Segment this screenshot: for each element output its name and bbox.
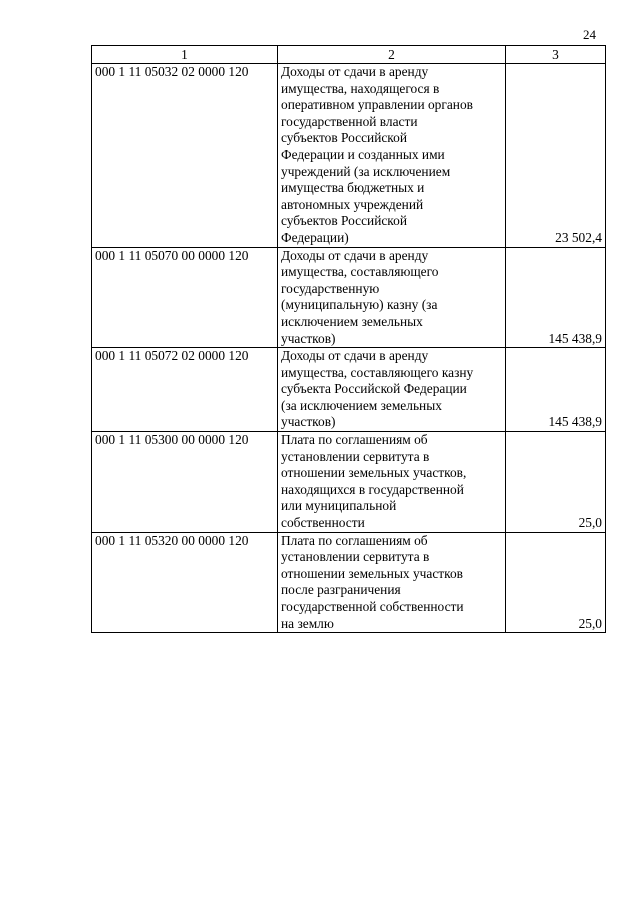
revenue-name-line: (за исключением земельных xyxy=(281,397,442,413)
revenue-name-line: Федерации и созданных ими xyxy=(281,146,445,162)
revenue-name-line: имущества, составляющего xyxy=(281,264,439,280)
table-row xyxy=(92,64,606,248)
revenue-name-line: Плата по соглашениям об xyxy=(281,432,428,448)
revenue-name-line: установлении сервитута в xyxy=(281,549,430,565)
amount-cell: 23 502,4 xyxy=(506,64,606,248)
revenue-name-line: участков) xyxy=(281,330,336,346)
budget-revenue-table xyxy=(91,45,606,633)
revenue-code-cell: 000 1 11 05300 00 0000 120 xyxy=(92,432,278,533)
table-row xyxy=(92,247,606,348)
revenue-name-line: учреждений (за исключением xyxy=(281,163,451,179)
column-header-1: 1 xyxy=(92,46,278,64)
revenue-name-line: Федерации) xyxy=(281,229,349,245)
revenue-name-line: Доходы от сдачи в аренду xyxy=(281,247,429,263)
revenue-name-line: имущества бюджетных и xyxy=(281,180,425,196)
amount-cell: 145 438,9 xyxy=(506,348,606,432)
revenue-name-cell xyxy=(278,532,506,633)
revenue-name-line: собственности xyxy=(281,515,365,531)
revenue-name-cell xyxy=(278,348,506,432)
page-number: 24 xyxy=(583,27,596,42)
table-row xyxy=(92,348,606,432)
revenue-name-cell xyxy=(278,432,506,533)
revenue-name-line: государственной собственности xyxy=(281,599,464,614)
revenue-name-line: государственной власти xyxy=(281,113,418,129)
revenue-code-cell: 000 1 11 05320 00 0000 120 xyxy=(92,532,278,633)
revenue-name-line: государственную xyxy=(281,280,380,296)
amount-cell: 145 438,9 xyxy=(506,247,606,348)
revenue-name-line: Доходы от сдачи в аренду xyxy=(281,348,429,364)
revenue-name-line: имущества, находящегося в xyxy=(281,80,440,96)
revenue-name-cell xyxy=(278,247,506,348)
table-header-row xyxy=(92,46,606,64)
revenue-name-line: оперативном управлении органов xyxy=(281,97,473,113)
revenue-name-line: исключением земельных xyxy=(281,313,423,329)
revenue-name-line: отношении земельных участков, xyxy=(281,465,467,481)
revenue-name-line: Плата по соглашениям об xyxy=(281,532,428,548)
revenue-code-cell: 000 1 11 05072 02 0000 120 xyxy=(92,348,278,432)
amount-cell: 25,0 xyxy=(506,532,606,633)
revenue-name-line: субъектов Российской xyxy=(281,130,407,146)
revenue-name-line: участков) xyxy=(281,414,336,430)
table-row xyxy=(92,432,606,533)
revenue-name-line: субъекта Российской Федерации xyxy=(281,381,467,397)
table-body xyxy=(92,46,606,633)
revenue-name-line: отношении земельных участков xyxy=(281,565,463,581)
revenue-name-line: автономных учреждений xyxy=(281,196,424,212)
revenue-name-line: Доходы от сдачи в аренду xyxy=(281,64,429,79)
revenue-name-line: установлении сервитута в xyxy=(281,448,430,464)
revenue-name-line: находящихся в государственной xyxy=(281,481,464,497)
revenue-name-line: на землю xyxy=(281,615,334,631)
revenue-name-line: после разграничения xyxy=(281,582,401,598)
revenue-name-line: субъектов Российской xyxy=(281,213,407,229)
revenue-code-cell: 000 1 11 05070 00 0000 120 xyxy=(92,247,278,348)
revenue-name-line: или муниципальной xyxy=(281,498,397,514)
revenue-name-line: (муниципальную) казну (за xyxy=(281,297,438,313)
column-header-2: 2 xyxy=(278,46,506,64)
revenue-code-cell: 000 1 11 05032 02 0000 120 xyxy=(92,64,278,248)
revenue-name-line: имущества, составляющего казну xyxy=(281,364,474,380)
table-row xyxy=(92,532,606,633)
revenue-name-cell xyxy=(278,64,506,248)
column-header-3: 3 xyxy=(506,46,606,64)
amount-cell: 25,0 xyxy=(506,432,606,533)
